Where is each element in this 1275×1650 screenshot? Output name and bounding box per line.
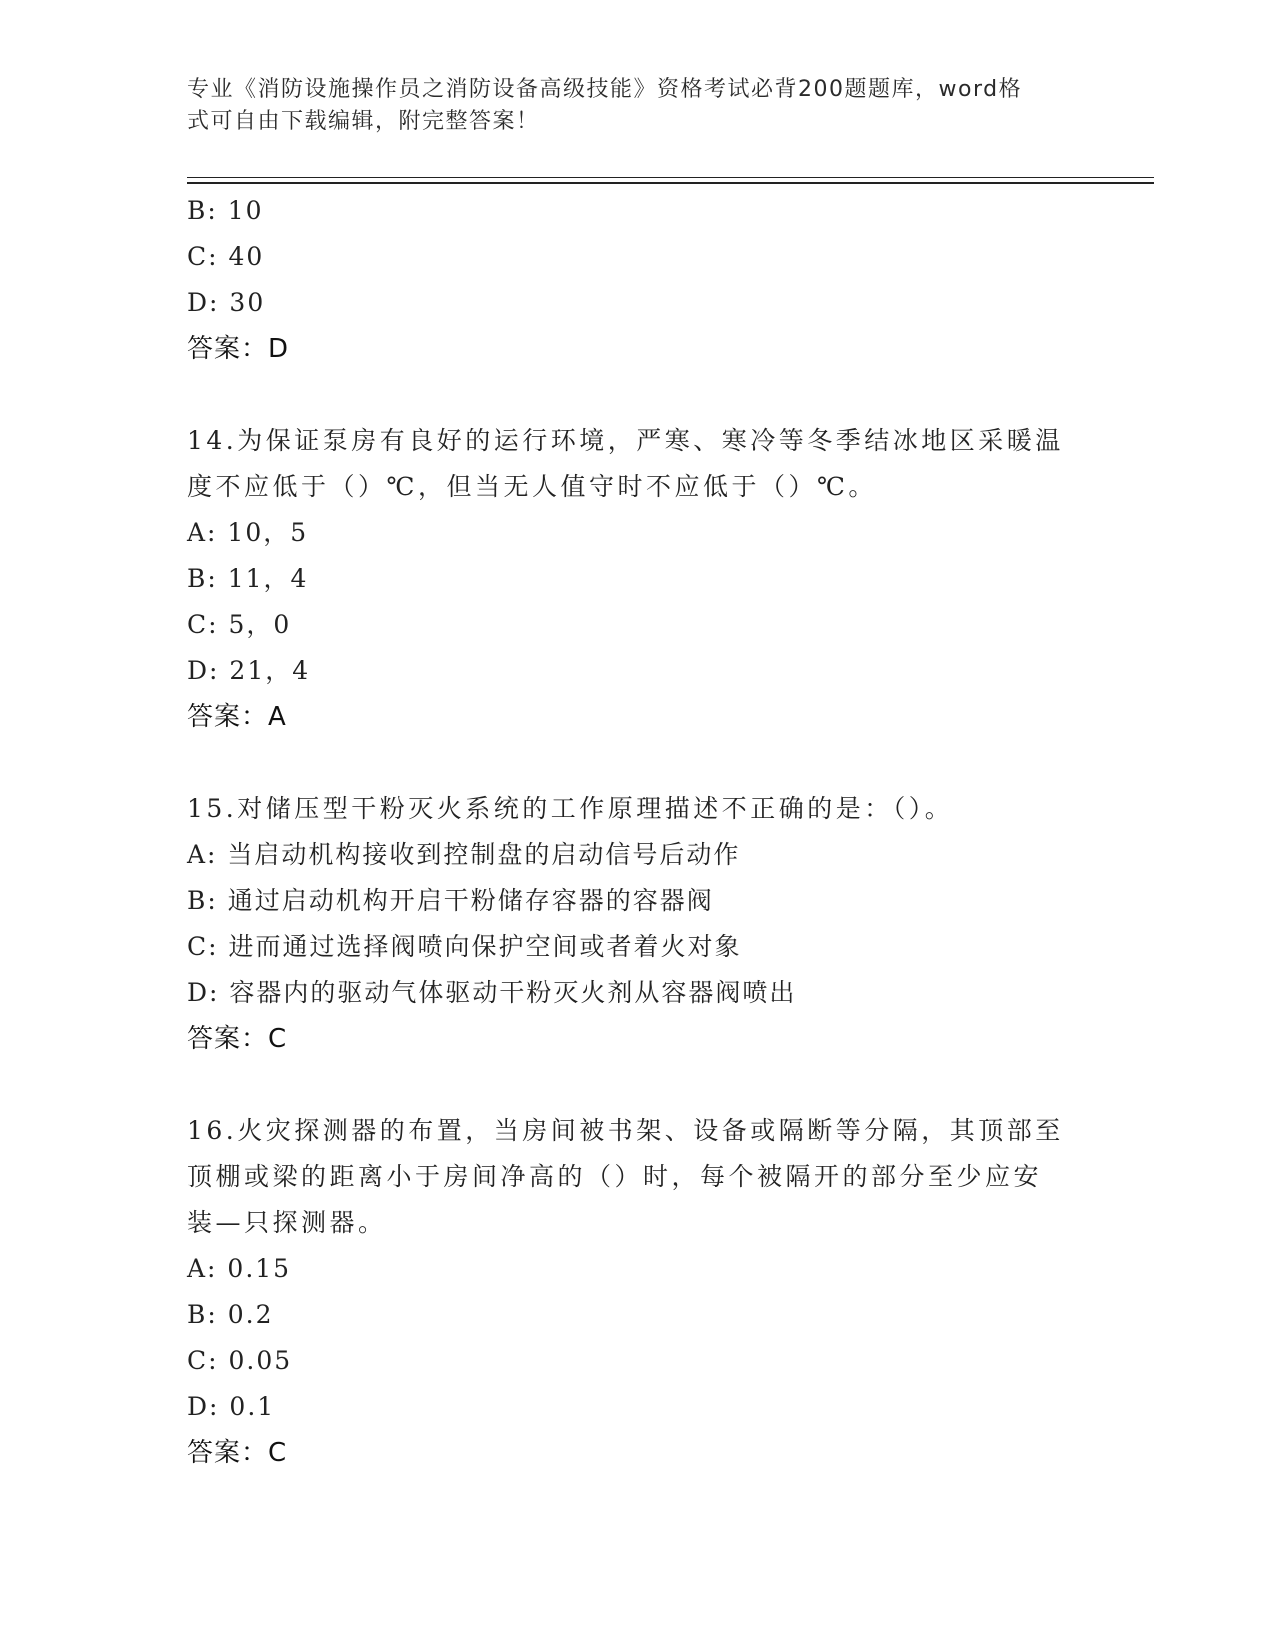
question-15	[187, 786, 1087, 1062]
option-b: B: 11，4	[187, 564, 309, 593]
option-a: A: 10，5	[187, 518, 309, 547]
option-a: A: 0.15	[187, 1254, 292, 1283]
answer-line: 答案：A	[187, 702, 287, 732]
option-b: B: 10	[187, 196, 264, 225]
option-d: D: 容器内的驱动气体驱动干粉灭火剂从容器阀喷出	[187, 978, 797, 1007]
header-line-2: 式可自由下载编辑，附完整答案！	[187, 109, 540, 134]
option-d: D: 0.1	[187, 1392, 276, 1421]
option-d: D: 30	[187, 288, 266, 317]
document-header	[187, 74, 1067, 138]
answer-line: 答案：C	[187, 1438, 288, 1468]
header-line-1: 专业《消防设施操作员之消防设备高级技能》资格考试必背200题题库，word格	[187, 77, 1023, 102]
answer-line: 答案：D	[187, 334, 290, 364]
option-c: C: 40	[187, 242, 265, 271]
spacer	[187, 740, 1087, 786]
option-a: A: 当启动机构接收到控制盘的启动信号后动作	[187, 840, 741, 869]
option-d: D: 21，4	[187, 656, 311, 685]
header-rule-thick	[187, 182, 1154, 184]
option-b: B: 0.2	[187, 1300, 274, 1329]
option-c: C: 进而通过选择阀喷向保护空间或者着火对象	[187, 932, 742, 961]
question-list	[187, 188, 1087, 1476]
option-c: C: 0.05	[187, 1346, 293, 1375]
spacer	[187, 372, 1087, 418]
question-stem-line: 14.为保证泵房有良好的运行环境，严寒、寒冷等冬季结冰地区采暖温	[187, 426, 1064, 455]
question-stem-line: 16.火灾探测器的布置，当房间被书架、设备或隔断等分隔，其顶部至	[187, 1116, 1064, 1145]
question-14	[187, 418, 1087, 740]
answer-line: 答案：C	[187, 1024, 288, 1054]
option-b: B: 通过启动机构开启干粉储存容器的容器阀	[187, 886, 714, 915]
question-13-continuation	[187, 188, 1087, 372]
question-stem-line: 度不应低于（）℃，但当无人值守时不应低于（）℃。	[187, 472, 877, 501]
header-rule-thin	[187, 177, 1154, 178]
option-c: C: 5，0	[187, 610, 292, 639]
question-stem-line: 15.对储压型干粉灭火系统的工作原理描述不正确的是：（）。	[187, 794, 954, 823]
spacer	[187, 1062, 1087, 1108]
question-16	[187, 1108, 1087, 1476]
question-stem-line: 顶棚或梁的距离小于房间净高的（）时，每个被隔开的部分至少应安	[187, 1162, 1043, 1191]
question-stem-line: 装—只探测器。	[187, 1208, 387, 1237]
